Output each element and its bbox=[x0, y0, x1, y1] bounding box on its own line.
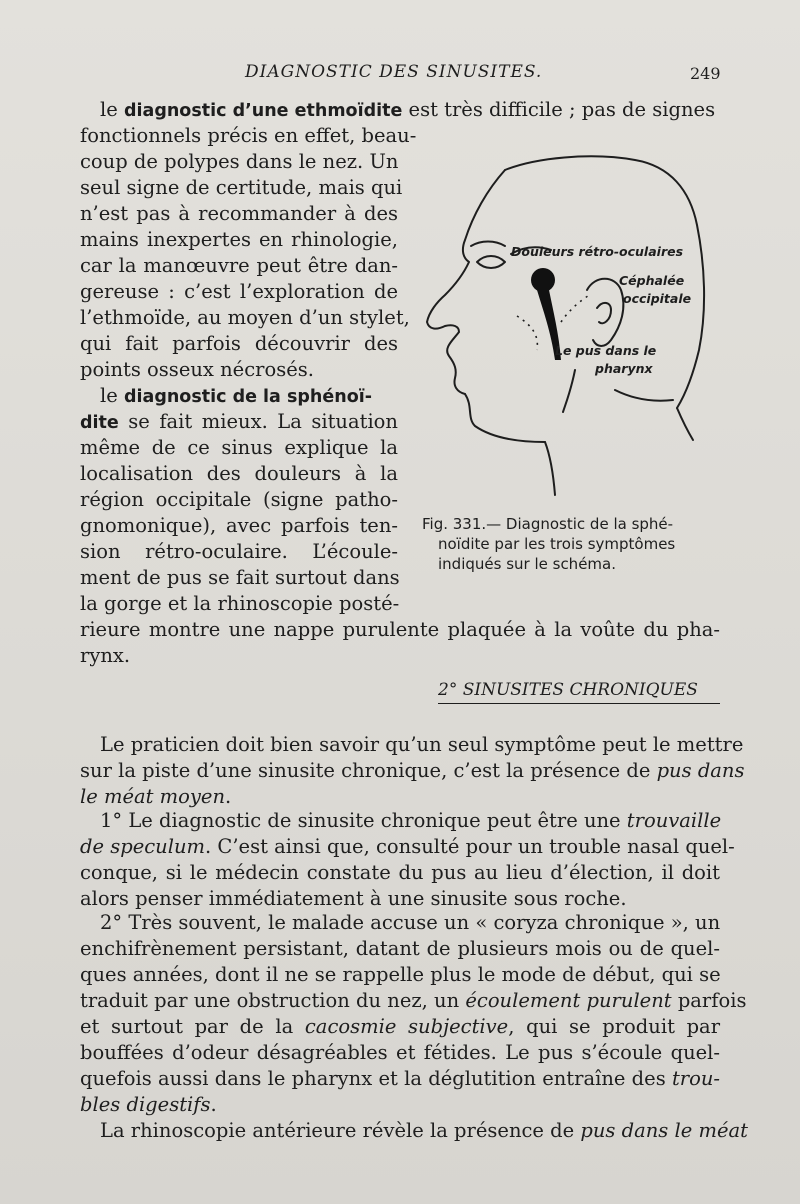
figure-head-diagram bbox=[415, 150, 725, 510]
page-header bbox=[0, 62, 800, 88]
p1-line-10: qui fait parfois découvrir des bbox=[80, 332, 398, 355]
p3-line-2: sur la piste d’une sinusite chronique, c’est la présence de pus dans bbox=[80, 759, 745, 782]
p1-line-8: gereuse : c’est l’exploration de bbox=[80, 280, 398, 303]
label-occipitale: occipitale bbox=[623, 291, 692, 306]
figure-caption-line-3: indiqués sur le schéma. bbox=[438, 555, 616, 573]
sphenoid-sinus-marker bbox=[531, 268, 555, 292]
ear-outline bbox=[587, 279, 623, 346]
p4-line-1: 1° Le diagnostic de sinusite chronique peut être une trouvaille bbox=[100, 809, 722, 832]
dotted-path-occipital bbox=[561, 294, 591, 322]
p5-line-2: enchifrènement persistant, datant de plusieurs mois ou de quel- bbox=[80, 937, 720, 960]
label-pus: Le pus dans le bbox=[555, 343, 657, 358]
p1-line-11: points osseux nécrosés. bbox=[80, 358, 314, 381]
p2-line-10: rieure montre une nappe purulente plaquée à la voûte du pha- bbox=[80, 618, 720, 641]
bold-term: dite bbox=[80, 413, 119, 433]
figure-caption-line-1: Fig. 331.— Diagnostic de la sphé- bbox=[422, 515, 674, 533]
p1-line-5: n’est pas à recommander à des bbox=[80, 202, 398, 225]
running-title: DIAGNOSTIC DES SINUSITES. bbox=[245, 62, 543, 82]
p3-line-3: le méat moyen. bbox=[80, 785, 232, 808]
eyebrow bbox=[471, 242, 505, 247]
p1-line-3: coup de polypes dans le nez. Un bbox=[80, 150, 399, 173]
bold-term: diagnostic d’une ethmoïdite bbox=[123, 101, 403, 121]
p1-line-9: l’ethmoïde, au moyen d’un stylet, bbox=[80, 306, 410, 329]
head-silhouette-drawing bbox=[415, 150, 725, 510]
p2-line-5: région occipitale (signe patho- bbox=[80, 488, 398, 511]
p1-line-2: fonctionnels précis en effet, beau- bbox=[80, 124, 417, 147]
bold-term: diagnostic de la sphénoï- bbox=[123, 387, 372, 407]
chin-outline bbox=[465, 394, 545, 442]
p5-line-5: et surtout par de la cacosmie subjective, qui se produit par bbox=[80, 1015, 721, 1038]
p6-line-1: La rhinoscopie antérieure révèle la présence de pus dans le méat bbox=[100, 1119, 748, 1142]
p5-line-1: 2° Très souvent, le malade accuse un « coryza chronique », un bbox=[100, 911, 721, 934]
neck-back-outline bbox=[677, 408, 693, 440]
p2-line-9: la gorge et la rhinoscopie posté- bbox=[80, 592, 400, 615]
p2-line-4: localisation des douleurs à la bbox=[80, 462, 398, 485]
p5-line-6: bouffées d’odeur désagréables et fétides. Le pus s’écoule quel- bbox=[80, 1041, 720, 1064]
throat-outline bbox=[545, 442, 555, 495]
p5-line-8: bles digestifs. bbox=[80, 1093, 217, 1116]
p2-line-11: rynx. bbox=[80, 644, 131, 667]
p3-line-1: Le praticien doit bien savoir qu’un seul symptôme peut le mettre bbox=[100, 733, 744, 756]
p5-line-4: traduit par une obstruction du nez, un écoulement purulent parfois bbox=[80, 989, 747, 1012]
page-number: 249 bbox=[690, 64, 721, 83]
p2-line-8: ment de pus se fait surtout dans bbox=[80, 566, 400, 589]
p2-line-6: gnomonique), avec parfois ten- bbox=[80, 514, 398, 537]
p1-line-7: car la manœuvre peut être dan- bbox=[80, 254, 398, 277]
p5-line-3: ques années, dont il ne se rappelle plus le mode de début, qui se bbox=[80, 963, 721, 986]
p2-line-1: le diagnostic de la sphénoï- bbox=[100, 384, 372, 407]
p1-line-1: le diagnostic d’une ethmoïdite est très difficile ; pas de signes bbox=[100, 98, 716, 121]
pointer-line-pharynx bbox=[615, 390, 673, 401]
p1-line-4: seul signe de certitude, mais qui bbox=[80, 176, 403, 199]
p1-line-6: mains inexpertes en rhinologie, bbox=[80, 228, 398, 251]
p4-line-3: conque, si le médecin constate du pus au lieu d’élection, il doit bbox=[80, 861, 720, 884]
pointer-line-pus bbox=[563, 370, 575, 412]
section-heading: 2° SINUSITES CHRONIQUES bbox=[438, 680, 720, 704]
p4-line-4: alors penser immédiatement à une sinusite sous roche. bbox=[80, 887, 627, 910]
figure-caption-line-2: noïdite par les trois symptômes bbox=[438, 535, 676, 553]
p4-line-2: de speculum. C’est ainsi que, consulté pour un trouble nasal quel- bbox=[80, 835, 735, 858]
dotted-path-sinus bbox=[517, 316, 537, 350]
label-douleurs: Douleurs rétro-oculaires bbox=[511, 244, 684, 259]
label-cephalee: Céphalée bbox=[619, 273, 685, 288]
p2-line-3: même de ce sinus explique la bbox=[80, 436, 398, 459]
face-outline bbox=[427, 170, 505, 394]
p5-line-7: quefois aussi dans le pharynx et la déglutition entraîne des trou- bbox=[80, 1067, 720, 1090]
label-pharynx: pharynx bbox=[595, 361, 653, 376]
eye-outline bbox=[477, 256, 505, 268]
ear-inner bbox=[597, 303, 611, 323]
p2-line-2: dite se fait mieux. La situation bbox=[80, 410, 398, 433]
p2-line-7: sion rétro-oculaire. L’écoule- bbox=[80, 540, 398, 563]
